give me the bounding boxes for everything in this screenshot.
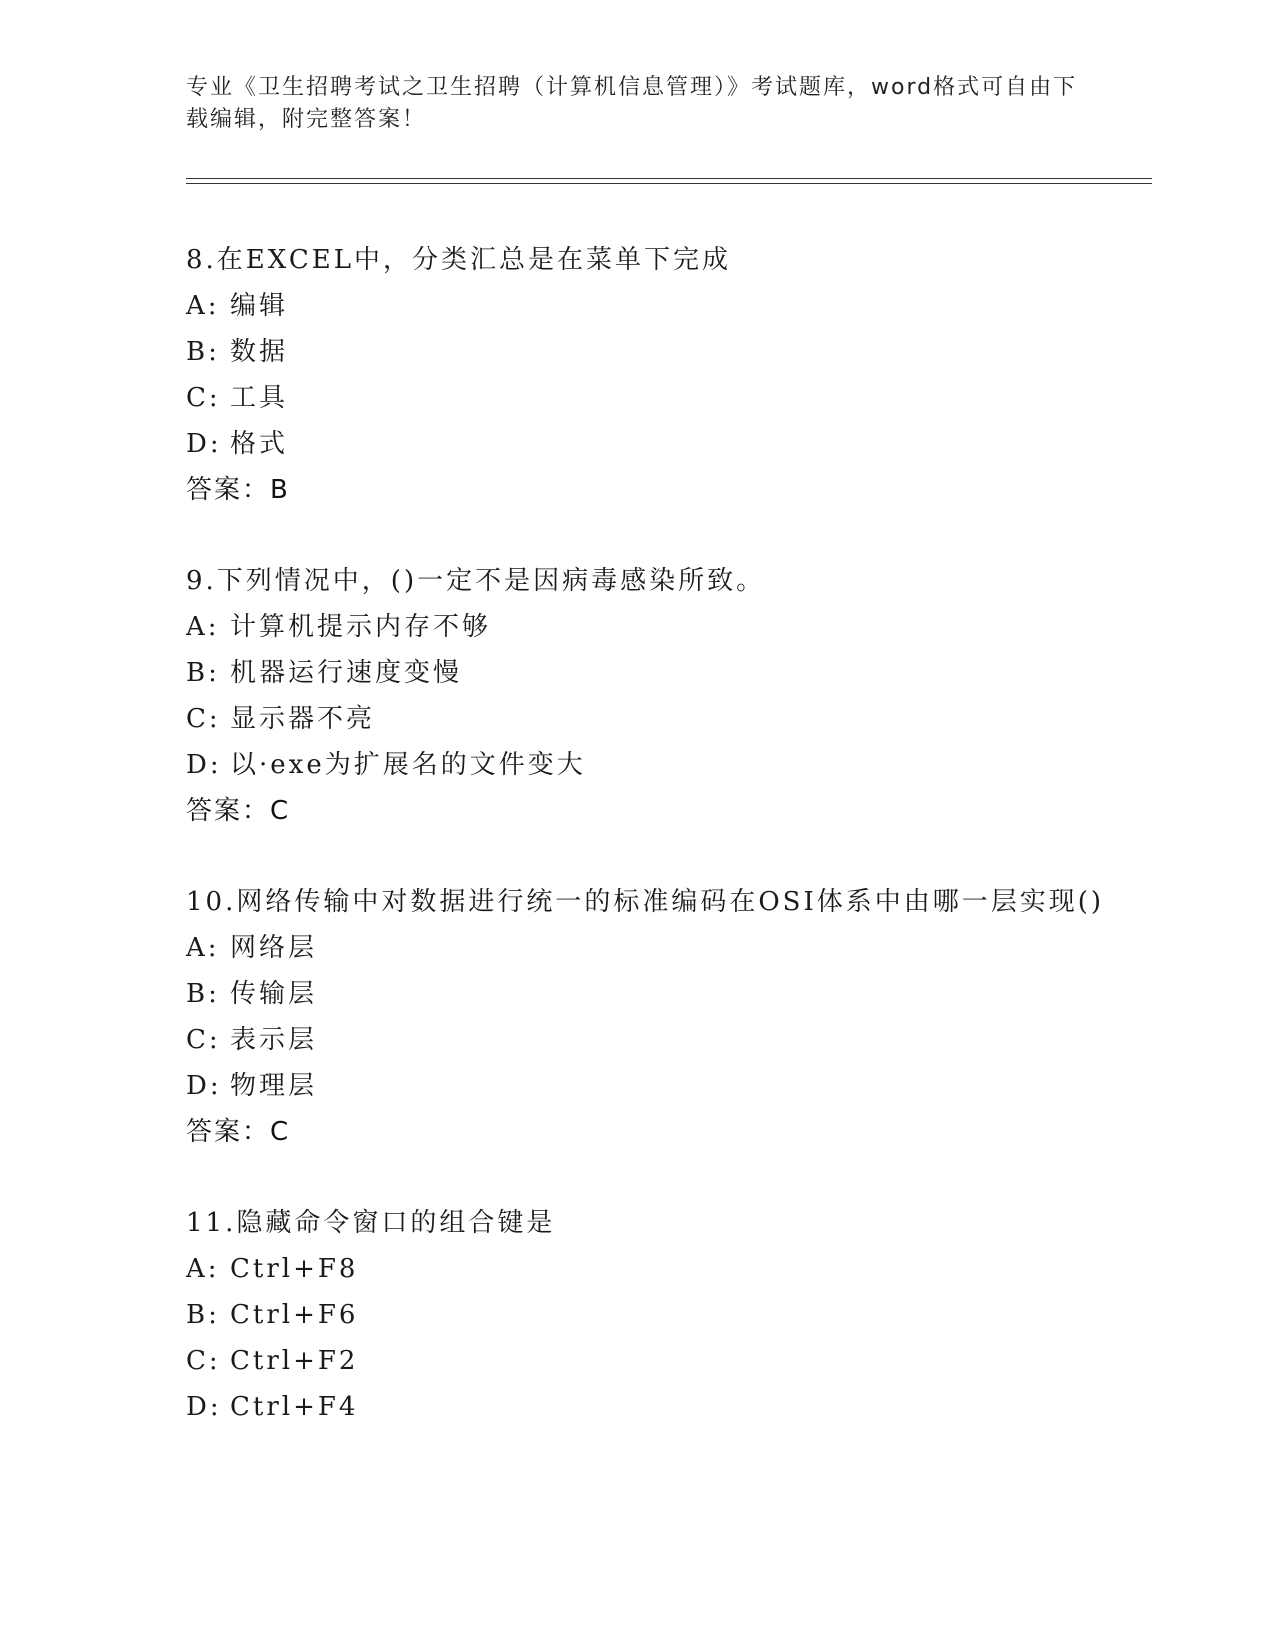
option-d bbox=[186, 1384, 1106, 1430]
option-text: 格式 bbox=[230, 429, 289, 459]
option-c bbox=[186, 1017, 1106, 1063]
option-text: Ctrl+F2 bbox=[230, 1346, 359, 1376]
question-stem: 9.下列情况中，()一定不是因病毒感染所致。 bbox=[186, 566, 766, 596]
option-letter: B: bbox=[186, 337, 220, 367]
option-letter: A: bbox=[186, 933, 220, 963]
option-text: Ctrl+F6 bbox=[230, 1300, 359, 1330]
option-text: 以·exe为扩展名的文件变大 bbox=[230, 750, 586, 780]
question-11 bbox=[186, 1200, 1106, 1430]
option-text: 显示器不亮 bbox=[230, 704, 376, 734]
option-letter: C: bbox=[186, 1025, 221, 1055]
option-text: 表示层 bbox=[230, 1025, 318, 1055]
option-a bbox=[186, 925, 1106, 971]
question-stem: 11.隐藏命令窗口的组合键是 bbox=[186, 1208, 556, 1238]
option-b bbox=[186, 1292, 1106, 1338]
option-text: 物理层 bbox=[230, 1071, 318, 1101]
option-text: 编辑 bbox=[230, 291, 289, 321]
option-text: 机器运行速度变慢 bbox=[230, 658, 463, 688]
question-stem: 8.在EXCEL中，分类汇总是在菜单下完成 bbox=[186, 245, 731, 275]
option-c bbox=[186, 696, 1106, 742]
option-d bbox=[186, 421, 1106, 467]
option-letter: D: bbox=[186, 1071, 222, 1101]
question-stem: 10.网络传输中对数据进行统一的标准编码在OSI体系中由哪一层实现() bbox=[186, 887, 1105, 917]
option-text: Ctrl+F4 bbox=[230, 1392, 359, 1422]
option-letter: A: bbox=[186, 1254, 220, 1284]
option-letter: D: bbox=[186, 429, 222, 459]
document-header: 专业《卫生招聘考试之卫生招聘（计算机信息管理）》考试题库，word格式可自由下载编辑，附完整答案！ bbox=[186, 75, 1078, 132]
option-a bbox=[186, 1246, 1106, 1292]
option-c bbox=[186, 1338, 1106, 1384]
option-text: 数据 bbox=[230, 337, 289, 367]
option-text: 计算机提示内存不够 bbox=[230, 612, 492, 642]
answer-line: 答案：C bbox=[186, 1117, 291, 1147]
option-letter: B: bbox=[186, 1300, 220, 1330]
option-letter: A: bbox=[186, 612, 220, 642]
answer-line: 答案：B bbox=[186, 475, 290, 505]
option-text: 网络层 bbox=[230, 933, 318, 963]
question-10 bbox=[186, 879, 1106, 1155]
option-c bbox=[186, 375, 1106, 421]
option-letter: C: bbox=[186, 704, 221, 734]
option-b bbox=[186, 971, 1106, 1017]
option-a bbox=[186, 604, 1106, 650]
question-9 bbox=[186, 558, 1106, 834]
option-letter: A: bbox=[186, 291, 220, 321]
option-text: Ctrl+F8 bbox=[230, 1254, 359, 1284]
option-letter: C: bbox=[186, 1346, 221, 1376]
option-letter: B: bbox=[186, 979, 220, 1009]
header-divider-bottom bbox=[186, 183, 1152, 184]
option-letter: C: bbox=[186, 383, 221, 413]
question-8 bbox=[186, 237, 1106, 513]
header-divider-top bbox=[186, 178, 1152, 179]
option-text: 传输层 bbox=[230, 979, 318, 1009]
option-b bbox=[186, 650, 1106, 696]
option-b bbox=[186, 329, 1106, 375]
option-letter: D: bbox=[186, 750, 222, 780]
option-d bbox=[186, 742, 1106, 788]
answer-line: 答案：C bbox=[186, 796, 291, 826]
question-list bbox=[186, 237, 1106, 1475]
option-d bbox=[186, 1063, 1106, 1109]
option-text: 工具 bbox=[230, 383, 289, 413]
option-a bbox=[186, 283, 1106, 329]
option-letter: D: bbox=[186, 1392, 222, 1422]
option-letter: B: bbox=[186, 658, 220, 688]
